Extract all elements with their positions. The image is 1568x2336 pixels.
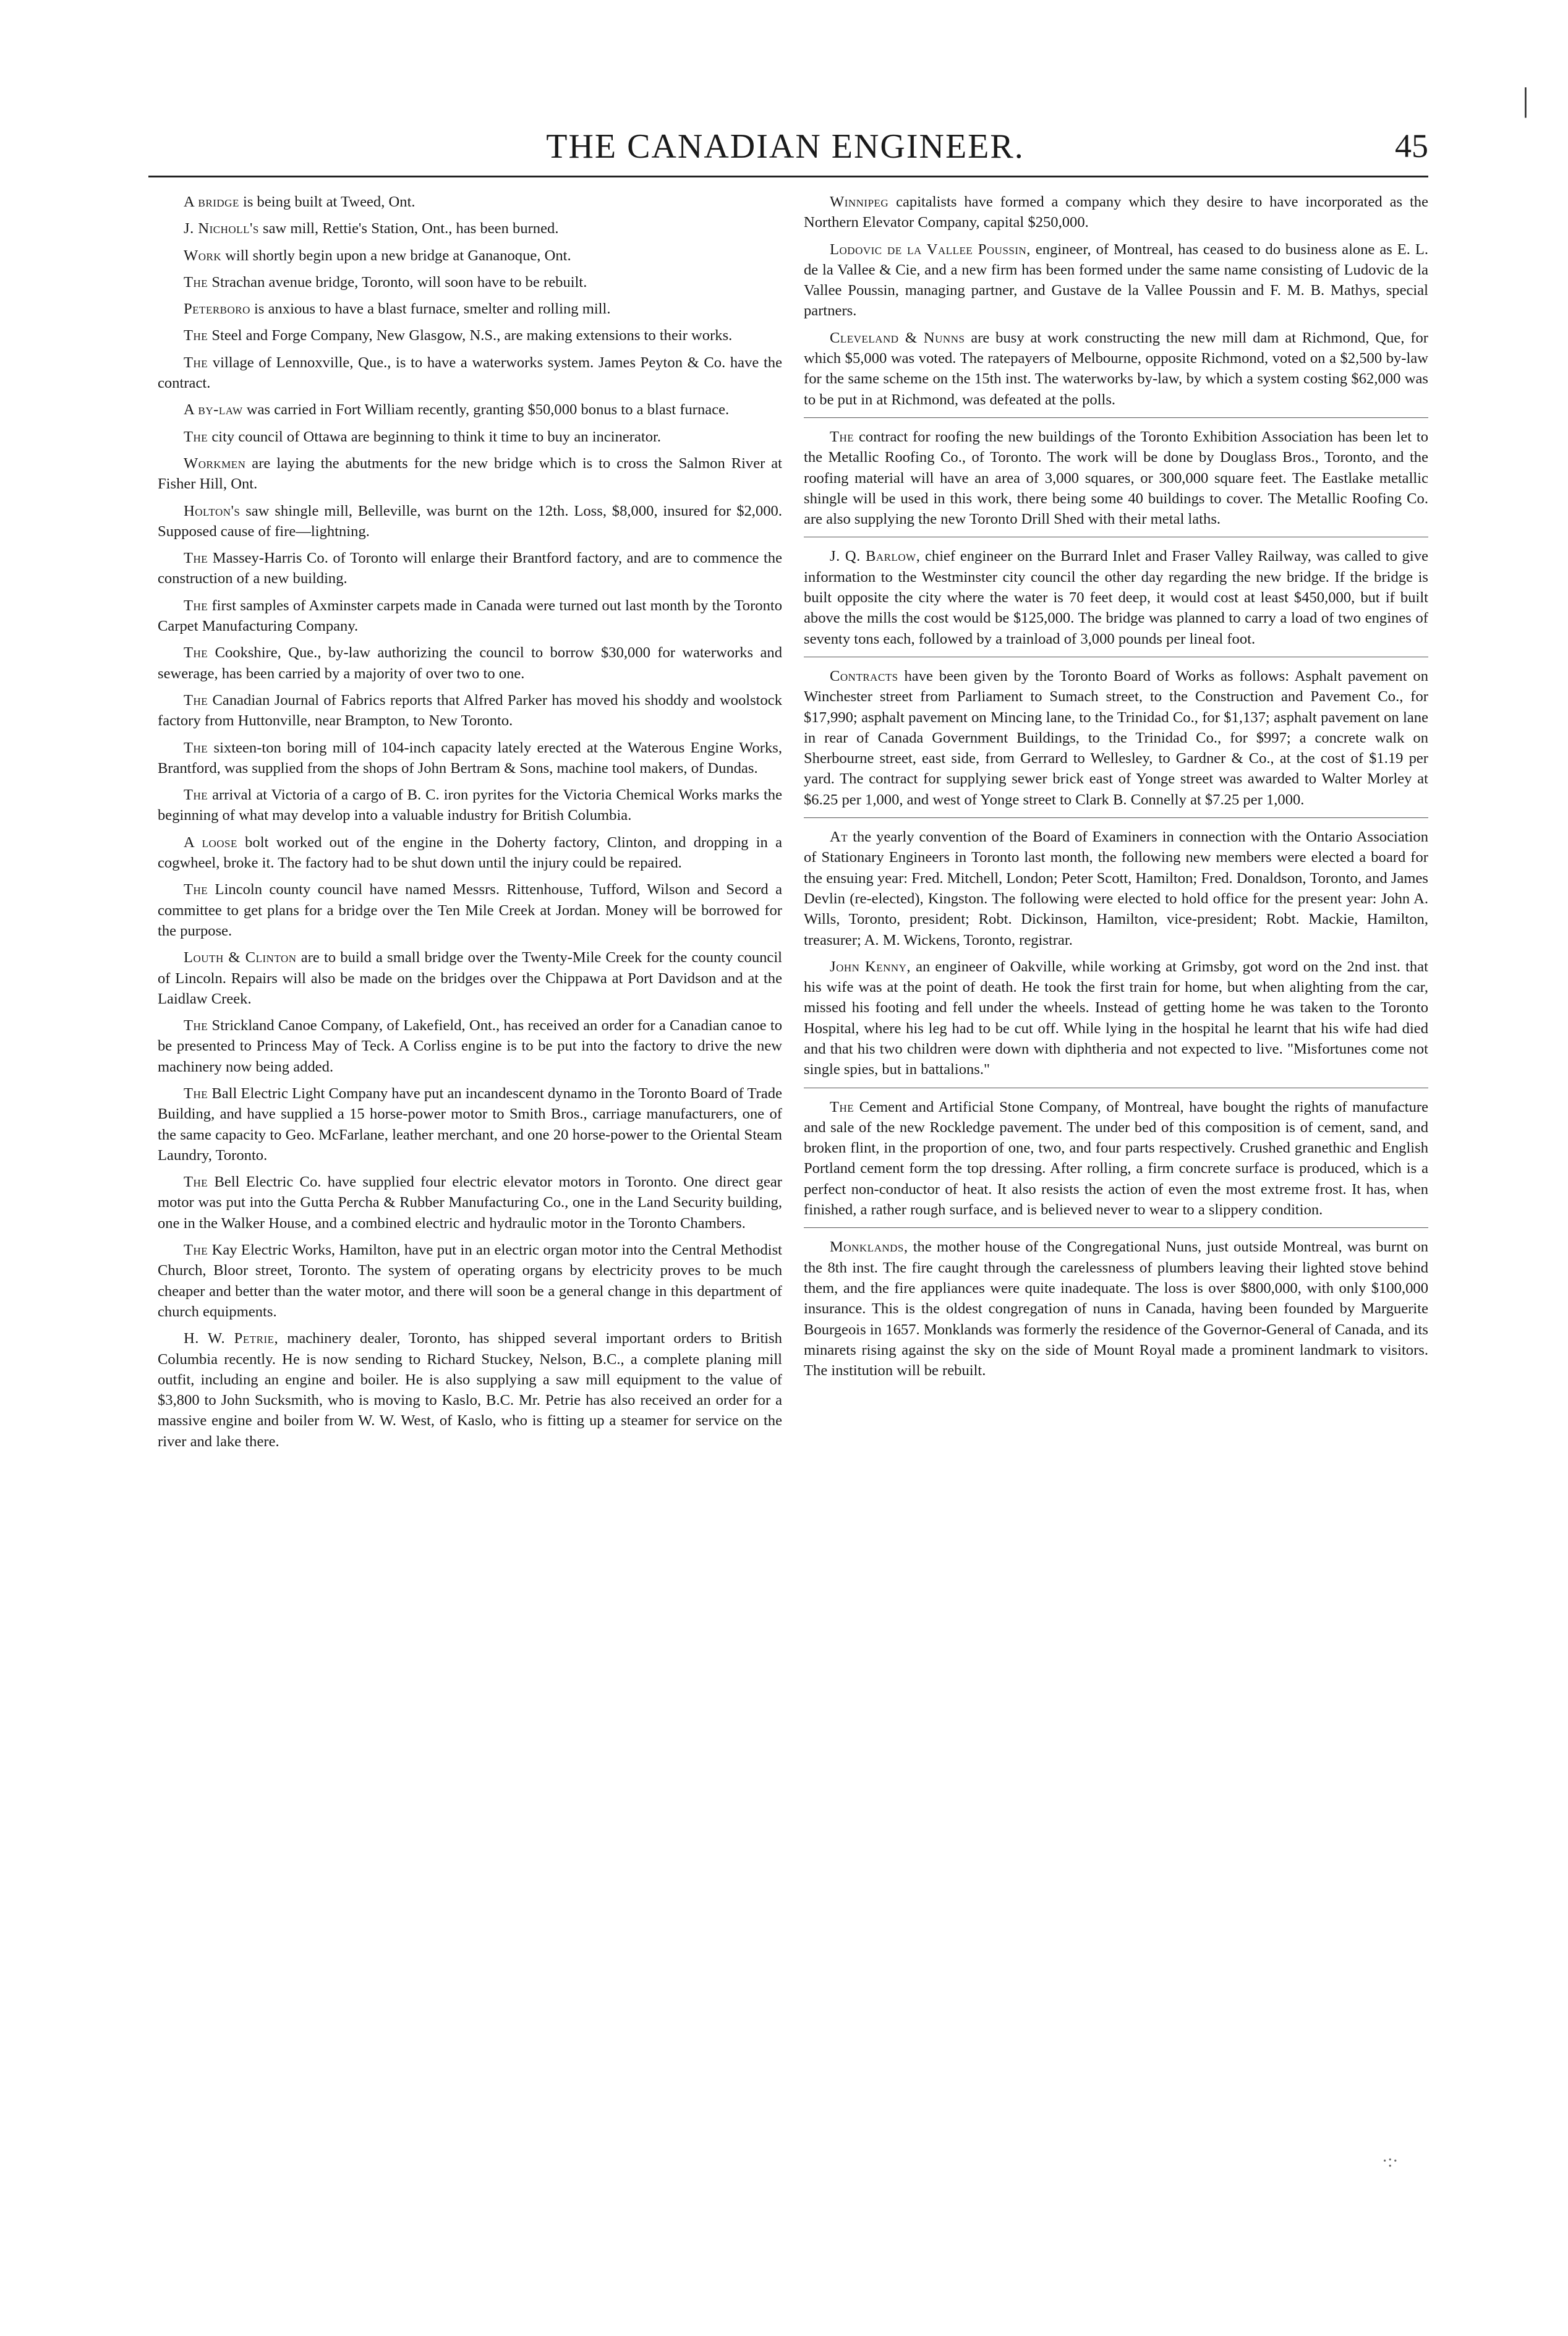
news-item-lead: Holton's bbox=[184, 502, 241, 519]
news-item bbox=[158, 453, 782, 495]
margin-mark: | bbox=[1522, 81, 1529, 118]
left-column bbox=[158, 192, 782, 1458]
news-item bbox=[158, 299, 782, 319]
news-item bbox=[158, 690, 782, 731]
news-item bbox=[804, 546, 1428, 649]
news-item-text: Steel and Forge Company, New Glasgow, N.S., are making extensions to their works. bbox=[208, 327, 733, 344]
news-item bbox=[158, 427, 782, 447]
news-item-lead: The bbox=[184, 273, 208, 291]
news-item-lead: The bbox=[184, 1174, 208, 1191]
news-item bbox=[158, 738, 782, 779]
section-divider bbox=[804, 1227, 1428, 1228]
news-item-text: are laying the abutments for the new bridge which is to cross the Salmon River at Fisher Hill, Ont. bbox=[158, 454, 782, 493]
news-item-text: will shortly begin upon a new bridge at Gananoque, Ont. bbox=[221, 247, 571, 264]
news-item-lead: The bbox=[830, 1098, 854, 1115]
news-item-lead: The bbox=[184, 550, 208, 567]
news-item bbox=[804, 239, 1428, 322]
journal-title: THE CANADIAN ENGINEER. bbox=[546, 127, 1025, 166]
news-item bbox=[804, 192, 1428, 233]
news-item-text: Strickland Canoe Company, of Lakefield, Ont., has received an order for a Canadian canoe to be presented to Princess May of Teck. A Corliss engine is to be put into the factory to drive the new machinery now being added. bbox=[158, 1017, 782, 1075]
news-item-text: machinery dealer, Toronto, has shipped several important orders to British Columbia recently. He is now sending to Richard Stuckey, Nelson, B.C., a complete planing mill outfit, including an engine and boiler. He is also supplying a saw mill equipment to the value of $3,800 to John Sucksmith, who is moving to Kaslo, B.C. Mr. Petrie has also received an order for a massive engine and boiler from W. W. West, of Kaslo, who is fitting up a steamer for service on the river and lake there. bbox=[158, 1330, 782, 1450]
news-item-lead: Monklands, bbox=[830, 1238, 908, 1256]
news-item bbox=[804, 827, 1428, 950]
news-item-lead: Cleveland & Nunns bbox=[830, 329, 965, 346]
news-item-text: saw shingle mill, Belleville, was burnt on the 12th. Loss, $8,000, insured for $2,000. Supposed cause of fire—lightning. bbox=[158, 502, 782, 540]
news-item-lead: The bbox=[184, 1242, 208, 1259]
news-item bbox=[804, 328, 1428, 410]
news-item bbox=[804, 666, 1428, 810]
page-header bbox=[142, 127, 1428, 170]
news-item-lead: The bbox=[184, 327, 208, 344]
news-item-lead: Louth & Clinton bbox=[184, 949, 297, 966]
news-item-lead: Lodovic de la Vallee Poussin, bbox=[830, 241, 1031, 258]
news-item bbox=[158, 501, 782, 542]
news-item-lead: J. Q. Barlow, bbox=[830, 548, 921, 565]
news-item bbox=[158, 218, 782, 239]
news-item-lead: Winnipeg bbox=[830, 194, 889, 210]
news-item-text: Canadian Journal of Fabrics reports that Alfred Parker has moved his shoddy and woolstock factory from Huttonville, near Brampton, to New Toronto. bbox=[158, 691, 782, 730]
end-mark: ·:· bbox=[1382, 2152, 1399, 2171]
news-item bbox=[158, 785, 782, 826]
news-item-lead: J. Nicholl's bbox=[184, 220, 259, 237]
news-item bbox=[158, 642, 782, 684]
news-item-lead: The bbox=[184, 428, 208, 445]
news-item-lead: A by-law bbox=[184, 401, 243, 419]
news-item-text: arrival at Victoria of a cargo of B. C. iron pyrites for the Victoria Chemical Works marks the beginning of what may develop into a valuable industry for British Columbia. bbox=[158, 786, 782, 824]
news-item-lead: The bbox=[184, 786, 208, 804]
news-item-lead: Contracts bbox=[830, 667, 898, 684]
news-item-lead: H. W. Petrie, bbox=[184, 1330, 279, 1347]
news-item-lead: A bridge bbox=[184, 194, 239, 210]
news-item-text: village of Lennoxville, Que., is to have a waterworks system. James Peyton & Co. have the contract. bbox=[158, 354, 782, 392]
news-item-text: Kay Electric Works, Hamilton, have put in an electric organ motor into the Central Methodist Church, Bloor street, Toronto. The system of operating organs by electricity proves to be much cheaper and better than the water motor, and there will soon be a general change in this department of church equipments. bbox=[158, 1242, 782, 1320]
section-divider bbox=[804, 417, 1428, 418]
news-item bbox=[158, 245, 782, 266]
news-item bbox=[158, 595, 782, 637]
news-item-text: sixteen-ton boring mill of 104-inch capacity lately erected at the Waterous Engine Works, Brantford, was supplied from the shops of John Bertram & Sons, machine tool makers, of Dundas. bbox=[158, 739, 782, 777]
news-item-lead: The bbox=[830, 428, 854, 445]
news-item-text: the yearly convention of the Board of Examiners in connection with the Ontario Association of Stationary Engineers in Toronto last month, the following new members were elected a board for the ensuing year: Fred. Mitchell, London; Peter Scott, Hamilton; Fred. Donaldson, Toronto, and James Devlin (re-elected), Kingston. The following were elected to hold office for the present year: John A. Wills, Toronto, president; Robt. Dickinson, Hamilton, vice-president; Robt. Mackie, Hamilton, treasurer; A. M. Wickens, Toronto, registrar. bbox=[804, 829, 1428, 948]
news-item-text: are busy at work constructing the new mill dam at Richmond, Que, for which $5,000 was voted. The ratepayers of Melbourne, opposite Richmond, voted on a $2,500 by-law for the same scheme on the 15th inst. The waterworks by-law, by which a system costing $62,000 was to be put in at Richmond, was defeated at the polls. bbox=[804, 329, 1428, 408]
news-item-text: Cookshire, Que., by-law authorizing the council to borrow $30,000 for waterworks and sewerage, has been carried by a majority of over two to one. bbox=[158, 644, 782, 682]
news-item bbox=[158, 1328, 782, 1452]
news-item bbox=[158, 879, 782, 941]
news-item-text: Ball Electric Light Company have put an incandescent dynamo in the Toronto Board of Trade Building, and have supplied a 15 horse-power motor to Smith Bros., carriage manufacturers, one of the same capacity to Geo. McFarlane, leather merchant, and one 20 horse-power to the Oriental Steam Laundry, Toronto. bbox=[158, 1085, 782, 1164]
news-item-text: capitalists have formed a company which they desire to have incorporated as the Northern Elevator Company, capital $250,000. bbox=[804, 194, 1428, 231]
news-item-text: chief engineer on the Burrard Inlet and Fraser Valley Railway, was called to give information to the Westminster city council the other day regarding the new bridge. If the bridge is built opposite the city where the water is 70 feet deep, it would cost at least $450,000, but if built above the mills the cost would be $125,000. The bridge was planned to carry a load of two engines of seventy tons each, followed by a trainload of 3,000 pounds per lineal foot. bbox=[804, 548, 1428, 647]
news-item-lead: At bbox=[830, 829, 848, 846]
news-item-lead: The bbox=[184, 1085, 208, 1102]
news-item bbox=[158, 192, 782, 212]
news-item-text: is anxious to have a blast furnace, smelter and rolling mill. bbox=[250, 301, 611, 318]
news-item-text: Lincoln county council have named Messrs. Rittenhouse, Tufford, Wilson and Secord a committee to get plans for a bridge over the Ten Mile Creek at Jordan. Money will be borrowed for the purpose. bbox=[158, 881, 782, 939]
page-number: 45 bbox=[1395, 127, 1428, 164]
news-item-text: was carried in Fort William recently, granting $50,000 bonus to a blast furnace. bbox=[242, 401, 730, 419]
news-item bbox=[158, 352, 782, 394]
news-item-text: the mother house of the Congregational Nuns, just outside Montreal, was burnt on the 8th inst. The fire caught through the carelessness of plumbers leaving their lighted stove behind them, and the fire appliances were quite inadequate. The loss is over $800,000, with only $100,000 insurance. This is the oldest congregation of nuns in Canada, having been founded by Marguerite Bourgeois in 1657. Monklands was formerly the residence of the Governor-General of Canada, and its minarets rising against the sky on the side of Mount Royal made a prominent landmark to visitors. The institution will be rebuilt. bbox=[804, 1238, 1428, 1379]
news-item-text: bolt worked out of the engine in the Doherty factory, Clinton, and dropping in a cogwheel, broke it. The factory had to be shut down until the injury could be repaired. bbox=[158, 833, 782, 872]
news-item bbox=[158, 1172, 782, 1234]
news-item-lead: The bbox=[184, 354, 208, 371]
section-divider bbox=[804, 817, 1428, 818]
news-item bbox=[158, 548, 782, 589]
news-item-lead: The bbox=[184, 644, 208, 662]
news-item bbox=[158, 947, 782, 1009]
news-item-text: first samples of Axminster carpets made in Canada were turned out last month by the Toronto Carpet Manufacturing Company. bbox=[158, 597, 782, 635]
news-item-lead: John Kenny, bbox=[830, 958, 911, 975]
news-item-lead: The bbox=[184, 1017, 208, 1034]
news-item-text: is being built at Tweed, Ont. bbox=[239, 194, 415, 210]
news-item-text: an engineer of Oakville, while working at Grimsby, got word on the 2nd inst. that his wife was at the point of death. He took the first train for home, but when alighting from the car, missed his footing and fell under the wheels. Instead of getting home he was taken to the Toronto Hospital, where his leg had to be cut off. While lying in the hospital he learnt that his wife had died and that his two children were down with diphtheria and not expected to live. "Misfortunes come not single spies, but in battalions." bbox=[804, 958, 1428, 1078]
news-item-lead: Work bbox=[184, 247, 222, 264]
news-item bbox=[804, 957, 1428, 1080]
news-item-lead: The bbox=[184, 597, 208, 614]
news-item bbox=[158, 399, 782, 420]
news-item-text: saw mill, Rettie's Station, Ont., has been burned. bbox=[258, 220, 559, 237]
news-item-text: Cement and Artificial Stone Company, of Montreal, have bought the rights of manufacture and sale of the new Rockledge pavement. The under bed of this composition is of cement, sand, and broken flint, in the proportion of one, two, and four parts respectively. Crushed granethic and English Portland cement form the top dressing. After rolling, a firm concrete surface is produced, which is a perfect non-conductor of heat. It also resists the action of even the most extreme frost. It has, when finished, a rather rough surface, and is believed never to wear to a slippery condition. bbox=[804, 1098, 1428, 1219]
news-item bbox=[158, 1240, 782, 1322]
header-rule bbox=[148, 176, 1428, 177]
news-item-lead: The bbox=[184, 881, 208, 898]
news-item-text: Bell Electric Co. have supplied four electric elevator motors in Toronto. One direct gear motor was put into the Gutta Percha & Rubber Manufacturing Co., one in the Land Security building, one in the Walker House, and a combined electric and hydraulic motor in the Toronto Chambers. bbox=[158, 1174, 782, 1232]
news-item-lead: The bbox=[184, 739, 208, 756]
news-item-text: Massey-Harris Co. of Toronto will enlarge their Brantford factory, and are to commence the construction of a new building. bbox=[158, 550, 782, 587]
news-item-lead: Peterboro bbox=[184, 301, 250, 318]
news-item-text: have been given by the Toronto Board of Works as follows: Asphalt pavement on Winchester street from Parliament to Sumach street, to the Construction and Pavement Co., for $17,990; asphalt pavement on Mincing lane, to the Trinidad Co., for $1,137; asphalt pavement on lane in rear of Canada Government Buildings, to the Trinidad Co., for $997; a concrete walk on Sherbourne street, east side, from Gerrard to Wellesley, to Gardner & Co., at the cost of $1.19 per yard. The contract for supplying sewer brick east of Yonge street was awarded to Walter Morley at $6.25 per 1,000, and west of Yonge street to Clark B. Connelly at $7.25 per 1,000. bbox=[804, 667, 1428, 808]
news-item bbox=[804, 1097, 1428, 1221]
news-item bbox=[158, 272, 782, 292]
news-item bbox=[158, 832, 782, 874]
news-item bbox=[158, 1015, 782, 1077]
news-item bbox=[158, 325, 782, 346]
news-item-text: city council of Ottawa are beginning to think it time to buy an incinerator. bbox=[208, 428, 662, 445]
news-item bbox=[158, 1083, 782, 1166]
news-item bbox=[804, 427, 1428, 529]
news-item-lead: The bbox=[184, 691, 208, 709]
news-item-lead: Workmen bbox=[184, 454, 246, 472]
news-item-text: engineer, of Montreal, has ceased to do business alone as E. L. de la Vallee & Cie, and a new firm has been formed under the same name consisting of Ludovic de la Vallee Poussin, managing partner, and Gustave de la Vallee Poussin and F. M. B. Mathys, special partners. bbox=[804, 241, 1429, 320]
news-item-text: are to build a small bridge over the Twenty-Mile Creek for the county council of Lincoln. Repairs will also be made on the bridges over the Chippawa at Port Davidson and at the Laidlaw Creek. bbox=[158, 949, 782, 1007]
news-item-text: contract for roofing the new buildings of the Toronto Exhibition Association has been let to the Metallic Roofing Co., of Toronto. The work will be done by Douglass Bros., Toronto, and the roofing material will have an area of 3,000 squares, or 300,000 square feet. The Eastlake metallic shingle will be used in this work, there being some 40 buildings to cover. The Metallic Roofing Co. are also supplying the new Toronto Drill Shed with their metal laths. bbox=[804, 428, 1428, 528]
news-item bbox=[804, 1237, 1428, 1381]
right-column bbox=[804, 192, 1428, 1387]
news-item-lead: A loose bbox=[184, 833, 237, 851]
news-item-text: Strachan avenue bridge, Toronto, will soon have to be rebuilt. bbox=[208, 273, 587, 291]
